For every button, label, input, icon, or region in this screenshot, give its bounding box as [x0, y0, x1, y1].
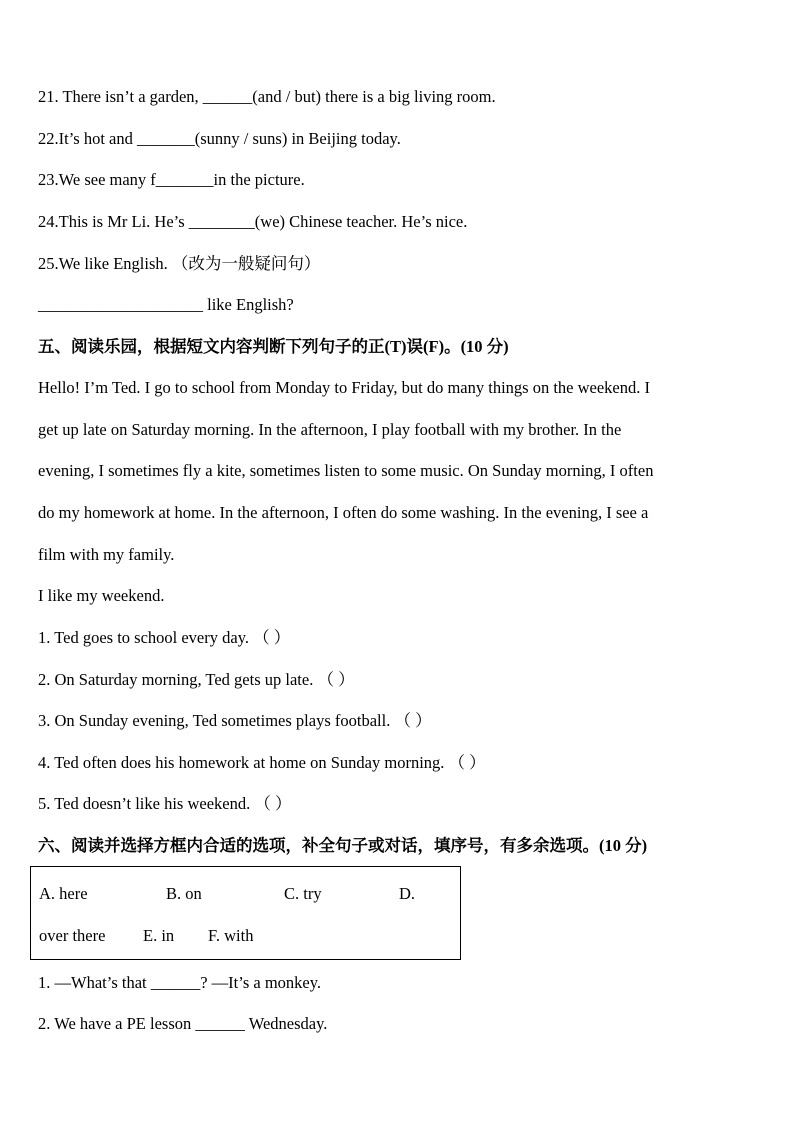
statement-1: 1. Ted goes to school every day. （ ） [38, 628, 291, 647]
section-6-question-1: 1. —What’s that ______? —It’s a monkey. [38, 973, 322, 992]
passage-line: I like my weekend. [38, 586, 165, 605]
section-6-heading: 六、阅读并选择方框内合适的选项，补全句子或对话，填序号，有多余选项。(10 分) [38, 836, 648, 855]
question-22: 22.It’s hot and _______(sunny / suns) in Beijing today. [38, 129, 401, 148]
options-box [30, 866, 461, 960]
passage-line: get up late on Saturday morning. In the afternoon, I play football with my brother. In the [38, 420, 622, 439]
question-21: 21. There isn’t a garden, ______(and / but) there is a big living room. [38, 87, 496, 106]
question-23: 23.We see many f_______in the picture. [38, 170, 305, 189]
question-24: 24.This is Mr Li. He’s ________(we) Chinese teacher. He’s nice. [38, 212, 468, 231]
option-b: B. on [166, 884, 202, 903]
passage-line: evening, I sometimes fly a kite, sometimes listen to some music. On Sunday morning, I often [38, 461, 654, 480]
option-f: F. with [208, 926, 254, 945]
section-5-heading: 五、阅读乐园，根据短文内容判断下列句子的正(T)误(F)。(10 分) [38, 337, 509, 356]
statement-4: 4. Ted often does his homework at home on Sunday morning. （ ） [38, 753, 486, 772]
passage-line: do my homework at home. In the afternoon, I often do some washing. In the evening, I see a [38, 503, 649, 522]
option-d: D. [399, 884, 416, 903]
option-a: A. here [39, 884, 88, 903]
passage-line: Hello! I’m Ted. I go to school from Monday to Friday, but do many things on the weekend. I [38, 378, 650, 397]
option-c: C. try [284, 884, 322, 903]
statement-3: 3. On Sunday evening, Ted sometimes plays football. （ ） [38, 711, 432, 730]
section-6-question-2: 2. We have a PE lesson ______ Wednesday. [38, 1014, 328, 1033]
question-25: 25.We like English. （改为一般疑问句） [38, 254, 321, 273]
question-25-answer-line: ____________________ like English? [38, 295, 294, 314]
passage-line: film with my family. [38, 545, 175, 564]
option-d-continued: over there [39, 926, 106, 945]
option-e: E. in [143, 926, 175, 945]
statement-2: 2. On Saturday morning, Ted gets up late. （ ） [38, 670, 355, 689]
statement-5: 5. Ted doesn’t like his weekend. （ ） [38, 794, 292, 813]
